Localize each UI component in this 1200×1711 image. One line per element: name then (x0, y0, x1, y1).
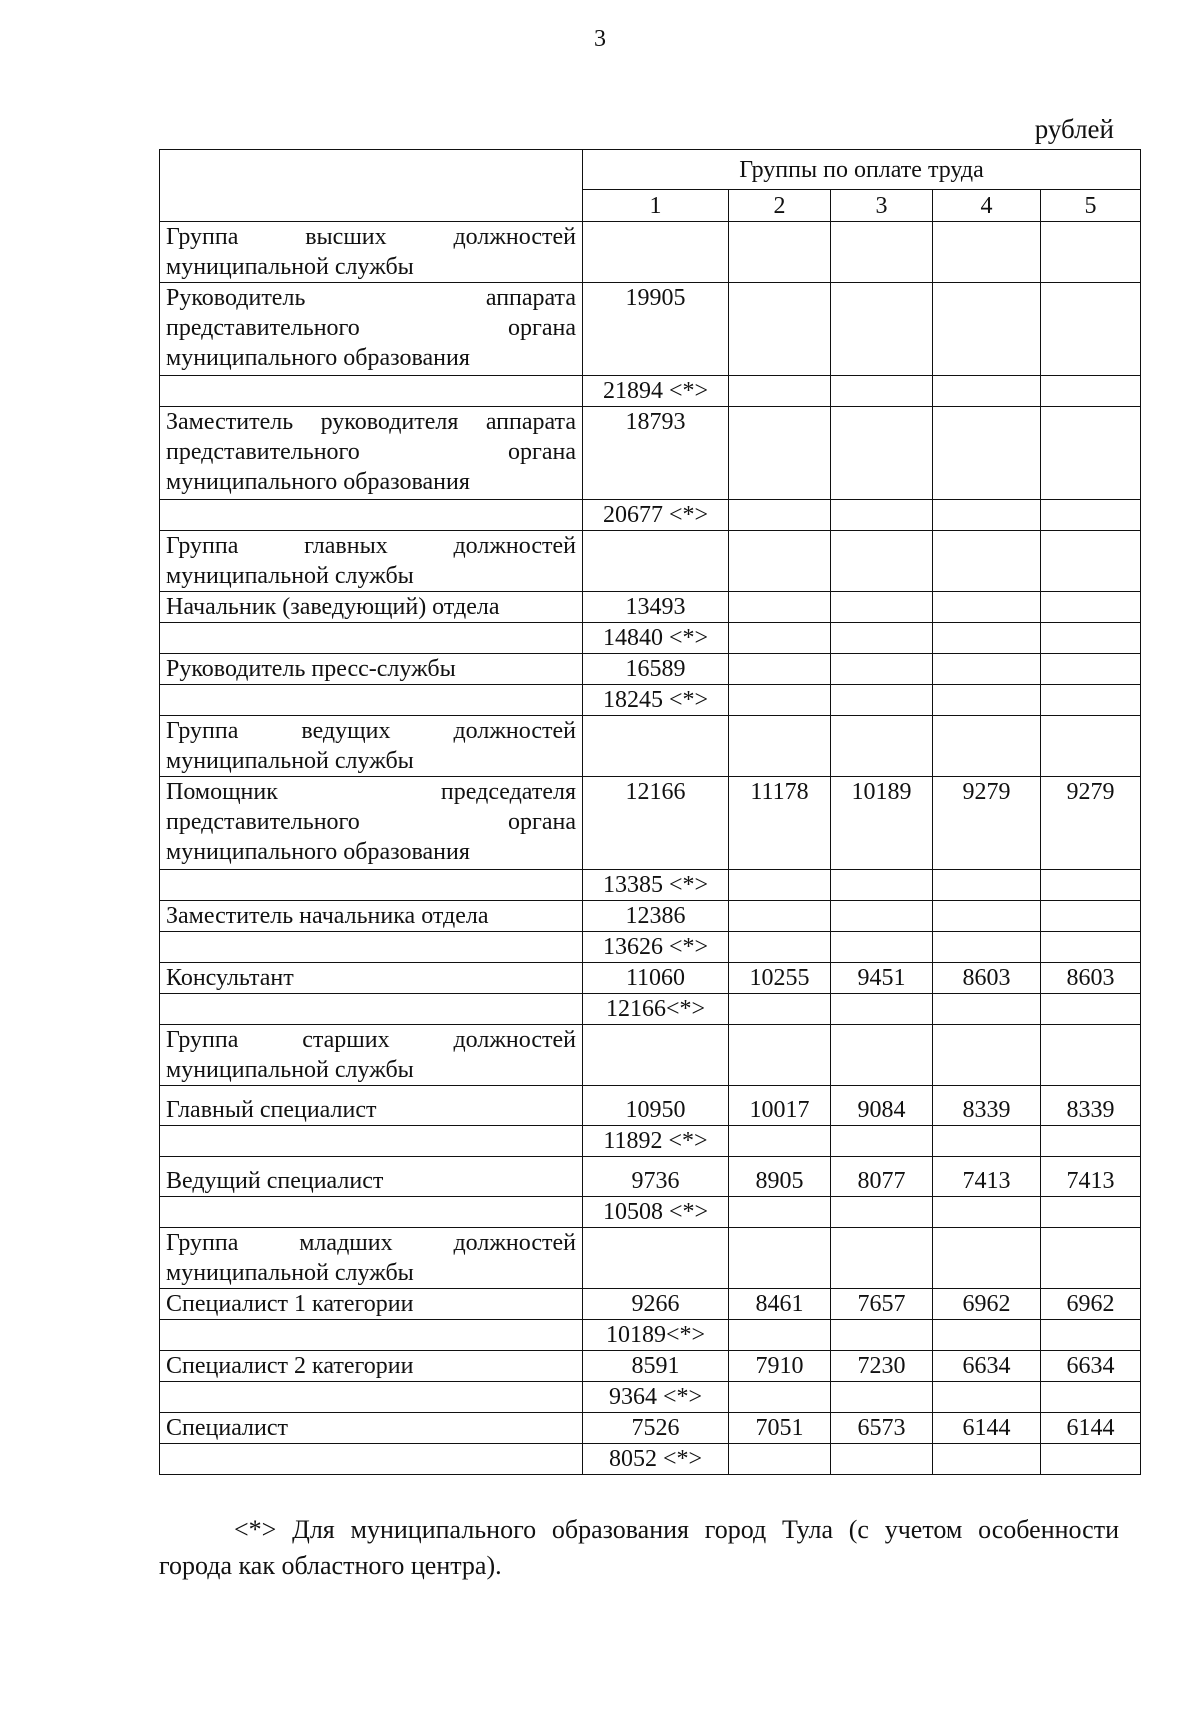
salary-cell-group-2 (729, 870, 831, 901)
tula-value-row (160, 1197, 1141, 1228)
salary-cell-group-4 (933, 716, 1041, 777)
salary-cell-group-1: 9266 (583, 1289, 729, 1320)
footnote: <*> Для муниципального образования город Тула (с учетом особенности города как областного центра). (159, 1515, 1119, 1580)
position-row (160, 1289, 1141, 1320)
salary-cell-group-3 (831, 1382, 933, 1413)
salary-cell-group-5 (1041, 994, 1141, 1025)
position-label (160, 1444, 583, 1475)
position-label (160, 1126, 583, 1157)
position-row (160, 901, 1141, 932)
position-label (160, 994, 583, 1025)
salary-cell-group-2 (729, 500, 831, 531)
position-label (160, 500, 583, 531)
salary-cell-group-5 (1041, 1444, 1141, 1475)
salary-cell-group-4 (933, 623, 1041, 654)
position-label (160, 685, 583, 716)
salary-cell-group-1 (583, 222, 729, 283)
tula-value-row (160, 376, 1141, 407)
group-label: Группа ведущих должностей муниципальной службы (160, 716, 583, 777)
page-number: 3 (594, 26, 606, 52)
position-row (160, 592, 1141, 623)
salary-cell-group-1 (583, 1025, 729, 1086)
table-header-row (160, 150, 1141, 190)
position-label: Ведущий специалист (160, 1157, 583, 1197)
group-label: Группа старших должностей муниципальной службы (160, 1025, 583, 1086)
salary-cell-group-2 (729, 1197, 831, 1228)
position-label (160, 376, 583, 407)
position-label: Заместитель руководителя аппарата представительного органа муниципального образования (160, 407, 583, 500)
salary-cell-group-5 (1041, 376, 1141, 407)
salary-cell-group-4 (933, 1228, 1041, 1289)
salary-cell-group-4 (933, 592, 1041, 623)
salary-cell-group-5 (1041, 932, 1141, 963)
salary-cell-group-3 (831, 222, 933, 283)
salary-cell-group-1: 7526 (583, 1413, 729, 1444)
position-label (160, 1197, 583, 1228)
salary-cell-group-1: 13493 (583, 592, 729, 623)
unit-label: рублей (1034, 114, 1114, 144)
salary-cell-group-5 (1041, 1382, 1141, 1413)
salary-cell-group-4 (933, 531, 1041, 592)
salary-cell-group-2 (729, 531, 831, 592)
salary-cell-group-2 (729, 222, 831, 283)
salary-cell-group-2: 8461 (729, 1289, 831, 1320)
salary-cell-group-5 (1041, 685, 1141, 716)
tula-value-row (160, 932, 1141, 963)
salary-cell-group-2: 10017 (729, 1086, 831, 1126)
position-row (160, 1351, 1141, 1382)
group-row (160, 222, 1141, 283)
salary-cell-group-4 (933, 222, 1041, 283)
salary-cell-group-5 (1041, 1126, 1141, 1157)
salary-cell-group-1: 9736 (583, 1157, 729, 1197)
salary-cell-group-1: 9364 <*> (583, 1382, 729, 1413)
position-label (160, 932, 583, 963)
position-label: Заместитель начальника отдела (160, 901, 583, 932)
salary-cell-group-2 (729, 1126, 831, 1157)
salary-cell-group-1: 10950 (583, 1086, 729, 1126)
salary-cell-group-3: 7657 (831, 1289, 933, 1320)
position-label (160, 870, 583, 901)
salary-cell-group-2 (729, 654, 831, 685)
position-label: Руководитель пресс-службы (160, 654, 583, 685)
tula-value-row (160, 1126, 1141, 1157)
salary-cell-group-1 (583, 1228, 729, 1289)
position-label (160, 1320, 583, 1351)
salary-cell-group-4 (933, 901, 1041, 932)
salary-cell-group-5 (1041, 592, 1141, 623)
tula-value-row (160, 1382, 1141, 1413)
salary-cell-group-4: 8339 (933, 1086, 1041, 1126)
group-header-cell: Группы по оплате труда (583, 150, 1141, 190)
position-header-cell (160, 150, 583, 222)
salary-cell-group-1: 16589 (583, 654, 729, 685)
salary-cell-group-1: 18793 (583, 407, 729, 500)
salary-cell-group-5 (1041, 1197, 1141, 1228)
salary-cell-group-1: 11892 <*> (583, 1126, 729, 1157)
position-label: Консультант (160, 963, 583, 994)
column-header: 1 (583, 190, 729, 222)
salary-cell-group-5: 6962 (1041, 1289, 1141, 1320)
salary-cell-group-2: 10255 (729, 963, 831, 994)
salary-cell-group-2 (729, 592, 831, 623)
salary-cell-group-3 (831, 901, 933, 932)
salary-cell-group-3: 9451 (831, 963, 933, 994)
position-label: Специалист 1 категории (160, 1289, 583, 1320)
salary-cell-group-4 (933, 1025, 1041, 1086)
position-row (160, 1413, 1141, 1444)
salary-cell-group-2 (729, 994, 831, 1025)
salary-cell-group-2: 11178 (729, 777, 831, 870)
salary-cell-group-3 (831, 654, 933, 685)
salary-cell-group-5 (1041, 500, 1141, 531)
tula-value-row (160, 685, 1141, 716)
salary-cell-group-1: 13626 <*> (583, 932, 729, 963)
salary-cell-group-2 (729, 716, 831, 777)
position-row (160, 963, 1141, 994)
salary-cell-group-1: 8052 <*> (583, 1444, 729, 1475)
salary-cell-group-4: 6962 (933, 1289, 1041, 1320)
salary-cell-group-4 (933, 1382, 1041, 1413)
salary-cell-group-4: 6144 (933, 1413, 1041, 1444)
salary-cell-group-2 (729, 1320, 831, 1351)
position-label: Специалист (160, 1413, 583, 1444)
salary-cell-group-5 (1041, 901, 1141, 932)
group-row (160, 1228, 1141, 1289)
salary-cell-group-4 (933, 870, 1041, 901)
salary-cell-group-3 (831, 1197, 933, 1228)
tula-value-row (160, 1320, 1141, 1351)
salary-cell-group-4: 6634 (933, 1351, 1041, 1382)
salary-cell-group-4 (933, 283, 1041, 376)
group-label: Группа высших должностей муниципальной службы (160, 222, 583, 283)
salary-cell-group-3: 6573 (831, 1413, 933, 1444)
salary-cell-group-1: 10508 <*> (583, 1197, 729, 1228)
salary-cell-group-1: 12166 (583, 777, 729, 870)
salary-cell-group-3 (831, 376, 933, 407)
salary-cell-group-4 (933, 994, 1041, 1025)
salary-cell-group-3: 8077 (831, 1157, 933, 1197)
salary-cell-group-5 (1041, 1320, 1141, 1351)
salary-cell-group-1: 10189<*> (583, 1320, 729, 1351)
salary-cell-group-5: 6634 (1041, 1351, 1141, 1382)
position-row (160, 777, 1141, 870)
salary-cell-group-2 (729, 685, 831, 716)
salary-cell-group-2 (729, 901, 831, 932)
column-header: 2 (729, 190, 831, 222)
salary-cell-group-3 (831, 685, 933, 716)
salary-cell-group-3 (831, 1320, 933, 1351)
salary-cell-group-4: 7413 (933, 1157, 1041, 1197)
position-label: Специалист 2 категории (160, 1351, 583, 1382)
salary-cell-group-1: 14840 <*> (583, 623, 729, 654)
salary-cell-group-2 (729, 1228, 831, 1289)
group-row (160, 716, 1141, 777)
salary-cell-group-1: 12386 (583, 901, 729, 932)
position-row (160, 407, 1141, 500)
salary-cell-group-3 (831, 932, 933, 963)
salary-cell-group-2: 8905 (729, 1157, 831, 1197)
salary-cell-group-5: 9279 (1041, 777, 1141, 870)
salary-cell-group-4 (933, 1320, 1041, 1351)
salary-cell-group-5 (1041, 654, 1141, 685)
position-row (160, 1157, 1141, 1197)
salary-cell-group-2 (729, 376, 831, 407)
position-row (160, 1086, 1141, 1126)
salary-cell-group-4 (933, 407, 1041, 500)
salary-cell-group-3 (831, 1025, 933, 1086)
salary-cell-group-2 (729, 1025, 831, 1086)
salary-cell-group-2: 7910 (729, 1351, 831, 1382)
salary-cell-group-1: 12166<*> (583, 994, 729, 1025)
salary-cell-group-5: 7413 (1041, 1157, 1141, 1197)
salary-table (159, 149, 1141, 1475)
salary-cell-group-4 (933, 1444, 1041, 1475)
salary-cell-group-4 (933, 1126, 1041, 1157)
salary-cell-group-5 (1041, 283, 1141, 376)
group-label: Группа главных должностей муниципальной службы (160, 531, 583, 592)
salary-cell-group-2 (729, 1382, 831, 1413)
salary-cell-group-5: 8603 (1041, 963, 1141, 994)
salary-cell-group-2 (729, 407, 831, 500)
salary-cell-group-3 (831, 716, 933, 777)
salary-cell-group-3 (831, 994, 933, 1025)
salary-cell-group-3: 10189 (831, 777, 933, 870)
salary-cell-group-3 (831, 531, 933, 592)
salary-cell-group-3 (831, 592, 933, 623)
salary-cell-group-2 (729, 623, 831, 654)
position-label: Помощник председателя представительного органа муниципального образования (160, 777, 583, 870)
salary-cell-group-2 (729, 283, 831, 376)
salary-cell-group-1: 21894 <*> (583, 376, 729, 407)
salary-cell-group-3: 7230 (831, 1351, 933, 1382)
group-row (160, 531, 1141, 592)
salary-cell-group-3 (831, 1228, 933, 1289)
salary-cell-group-1: 8591 (583, 1351, 729, 1382)
salary-cell-group-5 (1041, 1228, 1141, 1289)
salary-cell-group-1 (583, 716, 729, 777)
salary-cell-group-3 (831, 407, 933, 500)
tula-value-row (160, 1444, 1141, 1475)
salary-cell-group-1: 20677 <*> (583, 500, 729, 531)
salary-cell-group-5 (1041, 407, 1141, 500)
position-label: Главный специалист (160, 1086, 583, 1126)
salary-cell-group-2 (729, 932, 831, 963)
salary-cell-group-2 (729, 1444, 831, 1475)
salary-cell-group-5 (1041, 222, 1141, 283)
salary-cell-group-4 (933, 932, 1041, 963)
salary-cell-group-3 (831, 623, 933, 654)
salary-cell-group-5 (1041, 716, 1141, 777)
salary-cell-group-4 (933, 1197, 1041, 1228)
group-row (160, 1025, 1141, 1086)
salary-cell-group-1: 13385 <*> (583, 870, 729, 901)
salary-cell-group-3: 9084 (831, 1086, 933, 1126)
salary-cell-group-5 (1041, 531, 1141, 592)
tula-value-row (160, 870, 1141, 901)
position-row (160, 654, 1141, 685)
tula-value-row (160, 623, 1141, 654)
salary-cell-group-5 (1041, 623, 1141, 654)
position-row (160, 283, 1141, 376)
column-header: 3 (831, 190, 933, 222)
tula-value-row (160, 994, 1141, 1025)
salary-cell-group-4: 8603 (933, 963, 1041, 994)
group-label: Группа младших должностей муниципальной службы (160, 1228, 583, 1289)
salary-cell-group-4: 9279 (933, 777, 1041, 870)
salary-cell-group-4 (933, 376, 1041, 407)
salary-cell-group-3 (831, 1126, 933, 1157)
column-header: 4 (933, 190, 1041, 222)
salary-cell-group-1: 19905 (583, 283, 729, 376)
position-label (160, 1382, 583, 1413)
salary-cell-group-5 (1041, 870, 1141, 901)
salary-cell-group-2: 7051 (729, 1413, 831, 1444)
position-label: Руководитель аппарата представительного органа муниципального образования (160, 283, 583, 376)
salary-cell-group-3 (831, 283, 933, 376)
salary-cell-group-4 (933, 654, 1041, 685)
salary-cell-group-3 (831, 1444, 933, 1475)
salary-cell-group-1: 11060 (583, 963, 729, 994)
salary-cell-group-1 (583, 531, 729, 592)
position-label (160, 623, 583, 654)
tula-value-row (160, 500, 1141, 531)
salary-cell-group-4 (933, 500, 1041, 531)
salary-cell-group-3 (831, 500, 933, 531)
salary-cell-group-5 (1041, 1025, 1141, 1086)
salary-cell-group-5: 6144 (1041, 1413, 1141, 1444)
salary-cell-group-1: 18245 <*> (583, 685, 729, 716)
column-header: 5 (1041, 190, 1141, 222)
salary-cell-group-3 (831, 870, 933, 901)
salary-cell-group-4 (933, 685, 1041, 716)
position-label: Начальник (заведующий) отдела (160, 592, 583, 623)
salary-cell-group-5: 8339 (1041, 1086, 1141, 1126)
